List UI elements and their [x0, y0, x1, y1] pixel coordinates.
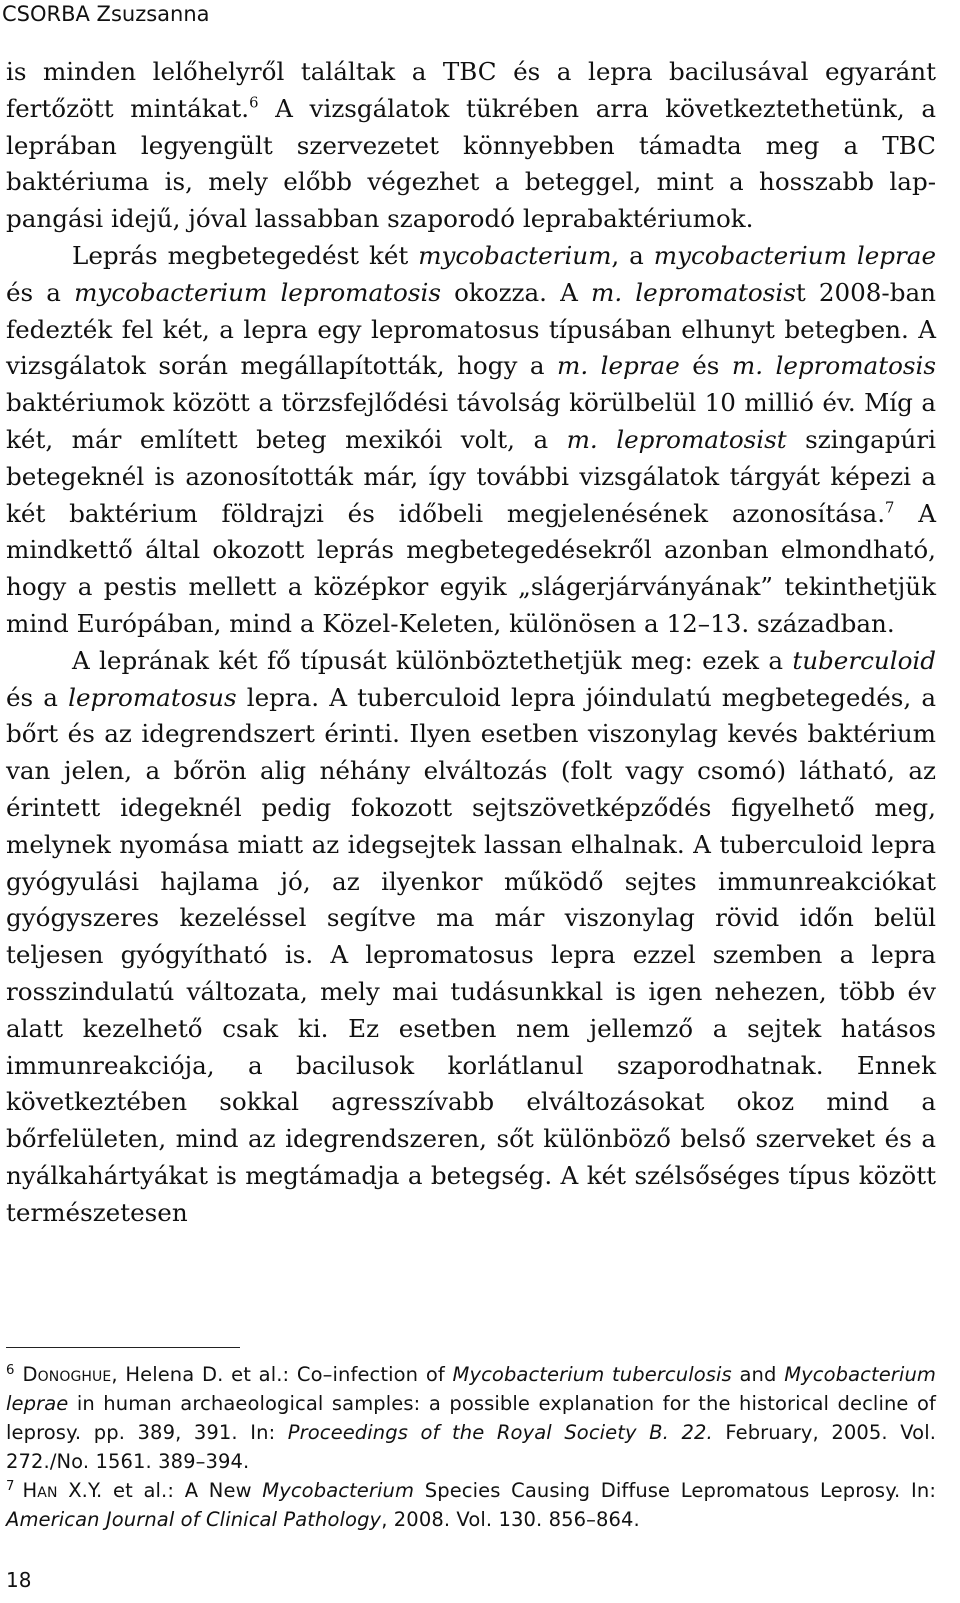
italic-term: lepromatosus	[68, 682, 237, 712]
text-run: Leprás megbetegedést két	[72, 240, 419, 270]
italic-term: mycobacterium	[418, 240, 612, 270]
text-run: és a	[6, 277, 75, 307]
italic-term: mycobacterium lepromatosis	[74, 277, 441, 307]
footnote-rule	[6, 1347, 240, 1348]
text-run: lepra. A tuberculoid lepra jóindulatú megbetegedés, a bőrt és az idegrendszert érinti. Ilyen esetben viszonylag kevés baktérium van jelen, a bőrön alig néhány elváltozás (folt vagy csomó) látható, az érintett idegeknél pedig fokozott sejtszövetképződés figyelhető meg, melynek nyomása miatt az idegsejtek lassan elhalnak. A tuberculoid lepra gyógyulási hajlama jó, az ilyenkor működő sejtes immunreakciókat gyógyszeres kezeléssel segítve ma már viszonylag rövid időn belül teljesen gyógyítható is. A lepromatosus lepra ezzel szemben a lepra rosszindulatú változata, mely mai tudásunkkal is igen nehezen, több év alatt kezelhető csak ki. Ez esetben nem jellemző a sejtek hatásos immunreakciója, a bacilusok korlátlanul szaporodhatnak. Ennek következtében sokkal agresszívabb elváltozásokat okoz mind a bőrfelületen, mind az idegrendszeren, sőt különböző belső szerveket és a nyálkahártyákat is megtámadja a betegség. A két szélsőséges típus között természetesen	[6, 682, 936, 1227]
italic-term: Mycobacterium	[262, 1479, 415, 1502]
footnotes	[6, 1360, 936, 1534]
italic-term: mycobacterium leprae	[653, 240, 936, 270]
text-run: February, 2005. Vol. 272./No. 1561. 389–394.	[6, 1421, 937, 1473]
body-text	[6, 54, 936, 1232]
text-run: A vizsgálatok tükrében arra következtethetünk, a leprában legyengült szervezetet könnyebben támadta meg a TBC baktériuma is, mely előbb végezhet a beteggel, mint a hosszabb lappangási idejű, jóval lassabban szaporodó leprabaktériumok.	[6, 93, 937, 234]
footnote-6	[6, 1360, 936, 1476]
italic-term: tuberculoid	[792, 645, 936, 675]
italic-term: Proceedings of the Royal Society B. 22.	[287, 1421, 713, 1444]
text-run: is minden lelőhelyről találtak a TBC és a lepra bacilusával egyaránt fertőzött mintákat.	[6, 57, 936, 123]
text-run: , 2008. Vol. 130. 856–864.	[381, 1508, 640, 1531]
text-run: t 2008-ban fedezték fel két, a lepra egy lepromatosus típusában elhunyt betegben. A vizsgálatok során megállapították, hogy a	[6, 277, 936, 381]
italic-term: m. lepromatosist	[566, 424, 787, 454]
text-run: szingapúri betegeknél is azonosították már, így további vizsgálatok tárgyát képezi a két baktérium földrajzi és időbeli megjelenésének azonosítása.	[6, 424, 936, 528]
paragraph-2	[6, 238, 936, 643]
text-run: Species Causing Diffuse Lepromatous Leprosy. In:	[414, 1479, 936, 1502]
page-number: 18	[6, 1568, 32, 1592]
italic-term: m. leprae	[557, 351, 680, 381]
italic-term: American Journal of Clinical Pathology	[6, 1508, 382, 1531]
italic-term: m. lepromatosis	[731, 351, 936, 381]
paragraph-3	[6, 643, 936, 1232]
footnote-reference: 6	[249, 94, 259, 112]
text-run: and	[731, 1363, 785, 1386]
italic-term: m. lepromatosis	[591, 277, 796, 307]
text-run: in human archaeological samples: a possible explanation for the historical decline of leprosy. pp. 389, 391. In:	[6, 1392, 936, 1444]
text-run: A mindkettő által okozott leprás megbetegedésekről azonban elmondható, hogy a pestis mellett a középkor egyik „slágerjárványának” tekinthetjük mind Európában, mind a Közel-Keleten, különösen a 12–13. században.	[6, 498, 936, 638]
footnote-7	[6, 1476, 936, 1534]
running-header: CSORBA Zsuzsanna	[2, 2, 210, 26]
italic-term: Mycobacterium tuberculosis	[452, 1363, 732, 1386]
footnote-mark: 7	[6, 1478, 15, 1494]
text-run: X.Y. et al.: A New	[57, 1479, 263, 1502]
paragraph-1	[6, 54, 936, 238]
text-run: baktériumok között a törzsfejlődési távolság körülbelül 10 millió év. Míg a két, már említett beteg mexikói volt, a	[6, 388, 936, 454]
text-run: és a	[6, 682, 69, 712]
text-run: , a	[611, 240, 654, 270]
text-run: A leprának két fő típusát különböztethetjük meg: ezek a	[72, 645, 793, 675]
footnote-reference: 7	[885, 498, 895, 516]
text-run: , Helena D. et al.: Co–infection of	[111, 1363, 453, 1386]
footnote-author: Donoghue	[22, 1363, 112, 1386]
text-run: okozza. A	[440, 277, 592, 307]
italic-term: Mycobacterium leprae	[6, 1363, 936, 1415]
text-run: és	[679, 351, 732, 381]
footnote-mark: 6	[6, 1362, 15, 1378]
footnote-author: Han	[22, 1479, 58, 1502]
